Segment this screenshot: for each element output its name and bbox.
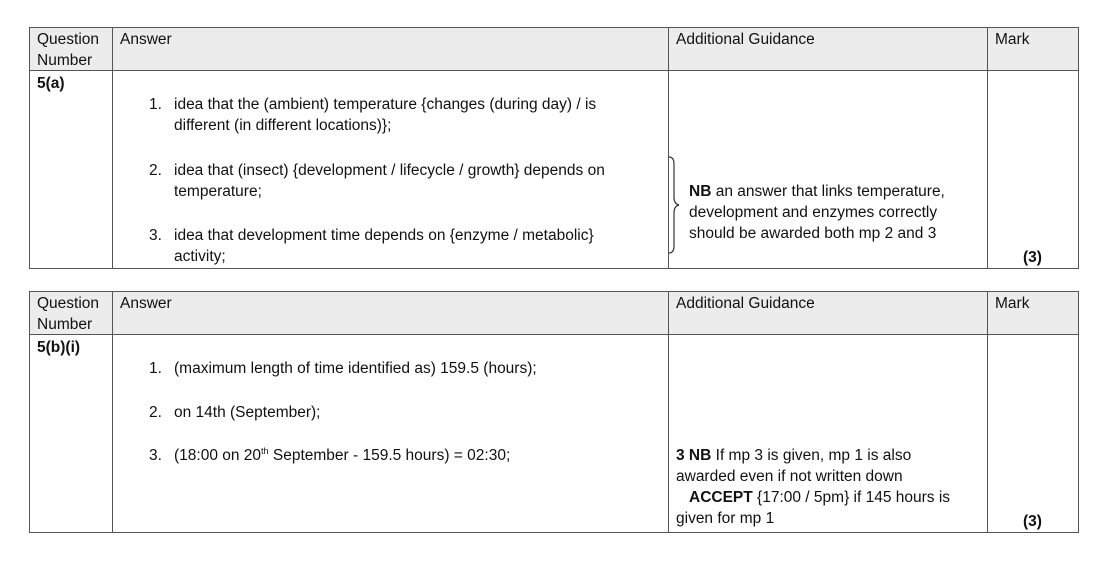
header-mark: Mark <box>995 295 1030 312</box>
mark-value: (3) <box>1023 249 1042 266</box>
column-divider <box>112 292 113 532</box>
column-divider <box>987 292 988 532</box>
header-answer: Answer <box>120 31 172 48</box>
header-answer: Answer <box>120 295 172 312</box>
table-header <box>30 28 1078 71</box>
curly-brace-icon <box>667 156 681 254</box>
column-divider <box>112 28 113 268</box>
header-mark: Mark <box>995 31 1030 48</box>
question-number: 5(b)(i) <box>37 339 81 356</box>
mark-scheme-table-5b-i: Question Number Answer Additional Guidance Mark 5(b)(i) 1. (maximum length of time identified as) 159.5 (hours); 2. on 14th (September); 3. (18:00 on 20th September - 159.5 hours) = 02:30; 3 NB If mp 3 is given, mp 1 is also awarded even if not written down ACCEPT {17:00 / 5pm} if 145 hours is given for mp 1 (3) <box>29 291 1079 533</box>
column-divider <box>668 292 669 532</box>
mark-scheme-table-5a: Question Number Answer Additional Guidance Mark 5(a) 1. idea that the (ambient) temperature {changes (during day) / is different (in different locations)}; 2. idea that (insect) {development / lifecycle / growth} depends on temperature; 3. idea that development time depends on {enzyme / metabolic} activity; NB an answer that links temperature, development and enzymes correctly should be awarded both mp 2 and 3 (3) <box>29 27 1079 269</box>
header-additional-guidance: Additional Guidance <box>676 295 815 312</box>
column-divider <box>987 28 988 268</box>
mark-value: (3) <box>1023 513 1042 530</box>
guidance-text: NB an answer that links temperature, development and enzymes correctly should be awarded both mp 2 and 3 <box>689 183 945 242</box>
header-question-number: Question Number <box>37 295 100 333</box>
header-question-number: Question Number <box>37 31 100 69</box>
header-additional-guidance: Additional Guidance <box>676 31 815 48</box>
question-number: 5(a) <box>37 75 65 92</box>
table-header <box>30 292 1078 335</box>
guidance-text: 3 NB If mp 3 is given, mp 1 is also awarded even if not written down ACCEPT {17:00 / 5pm} if 145 hours is given for mp 1 <box>676 447 951 527</box>
